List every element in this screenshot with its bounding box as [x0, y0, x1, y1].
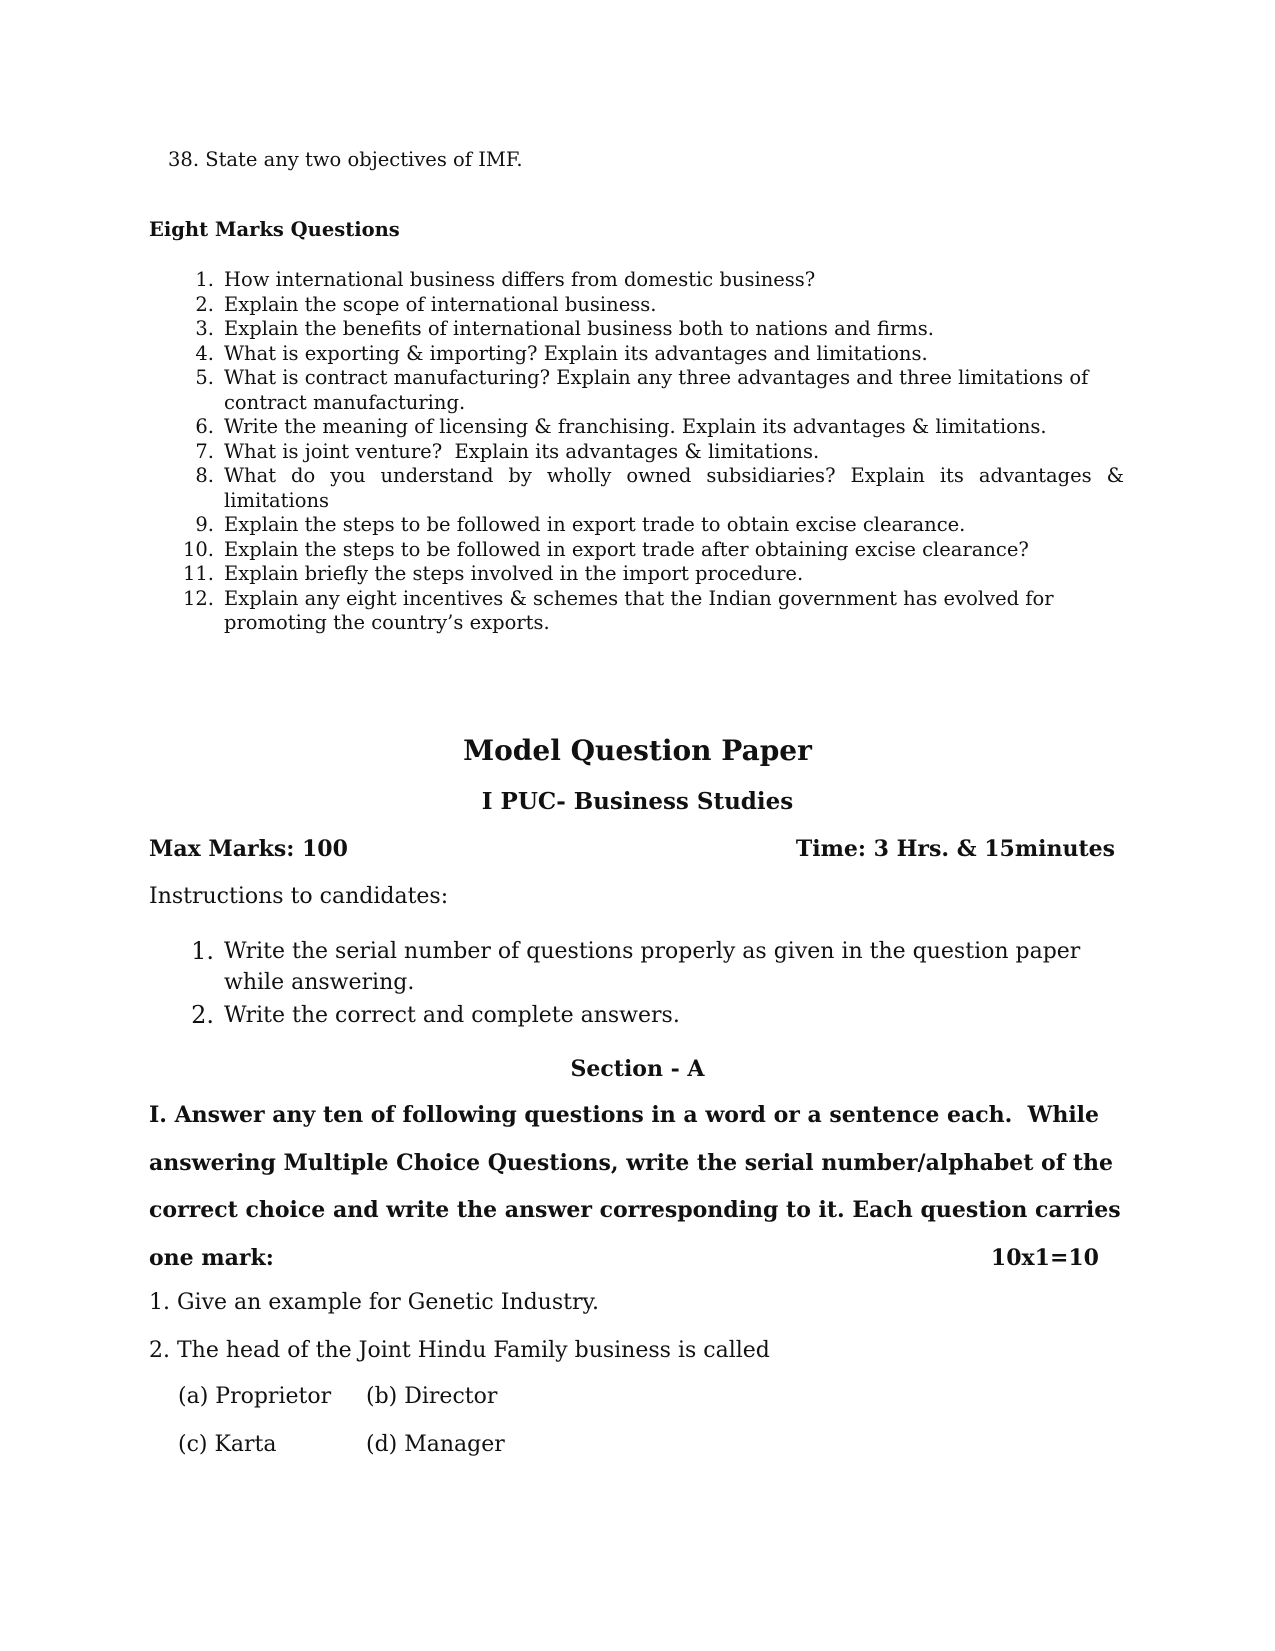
list-item: 3. Explain the benefits of international business both to nations and firms. [195, 317, 934, 340]
instructions-list [149, 936, 1109, 1033]
option-c: (c) Karta [178, 1432, 277, 1457]
option-d: (d) Manager [366, 1432, 505, 1457]
list-item: 1. How international business differs from domestic business? [195, 268, 816, 291]
list-item: 6. Write the meaning of licensing & franchising. Explain its advantages & limitations. [195, 415, 1047, 438]
question-1: 1. Give an example for Genetic Industry. [149, 1290, 599, 1315]
part-i-instructions: I. Answer any ten of following questions in a word or a sentence each. While answering Multiple Choice Questions, write the serial number/alphabet of the correct choice and write the answer corresponding to it. Each question carries one mark: 10x1=10 [149, 1098, 1109, 1288]
list-item: 2. Write the correct and complete answers. [191, 1001, 680, 1029]
list-item: 5. What is contract manufacturing? Explain any three advantages and three limitations of contract manufacturing. [195, 366, 1089, 414]
instructions-heading: Instructions to candidates: [149, 884, 449, 909]
list-item: 1. Write the serial number of questions properly as given in the question paper while answering. [191, 937, 1081, 995]
list-item: 8. What do you understand by wholly owned subsidiaries? Explain its advantages & limitations [195, 464, 1124, 512]
eight-marks-list [149, 268, 1124, 636]
list-item: 2. Explain the scope of international business. [195, 292, 657, 316]
section-heading: Section - A [570, 1056, 705, 1082]
list-item: 10. Explain the steps to be followed in export trade after obtaining excise clearance? [182, 537, 1029, 561]
list-item: 11. Explain briefly the steps involved in the import procedure. [182, 562, 804, 585]
question-2: 2. The head of the Joint Hindu Family business is called [149, 1338, 770, 1363]
list-item: 7. What is joint venture? Explain its advantages & limitations. [195, 439, 820, 463]
marks-allocation: 10x1=10 [990, 1244, 1099, 1271]
list-item: 9. Explain the steps to be followed in export trade to obtain excise clearance. [195, 513, 966, 536]
list-item: 4. What is exporting & importing? Explain its advantages and limitations. [195, 341, 928, 365]
eight-marks-heading: Eight Marks Questions [149, 218, 400, 241]
option-b: (b) Director [366, 1384, 498, 1409]
time-allowed: Time: 3 Hrs. & 15minutes [795, 836, 1115, 862]
option-a: (a) Proprietor [178, 1384, 332, 1409]
list-item: 12. Explain any eight incentives & schemes that the Indian government has evolved for promoting the country’s exports. [182, 586, 1054, 634]
question-38: 38. State any two objectives of IMF. [168, 148, 523, 171]
max-marks: Max Marks: 100 [149, 836, 348, 862]
paper-subtitle: I PUC- Business Studies [481, 788, 794, 815]
paper-title: Model Question Paper [463, 734, 812, 767]
